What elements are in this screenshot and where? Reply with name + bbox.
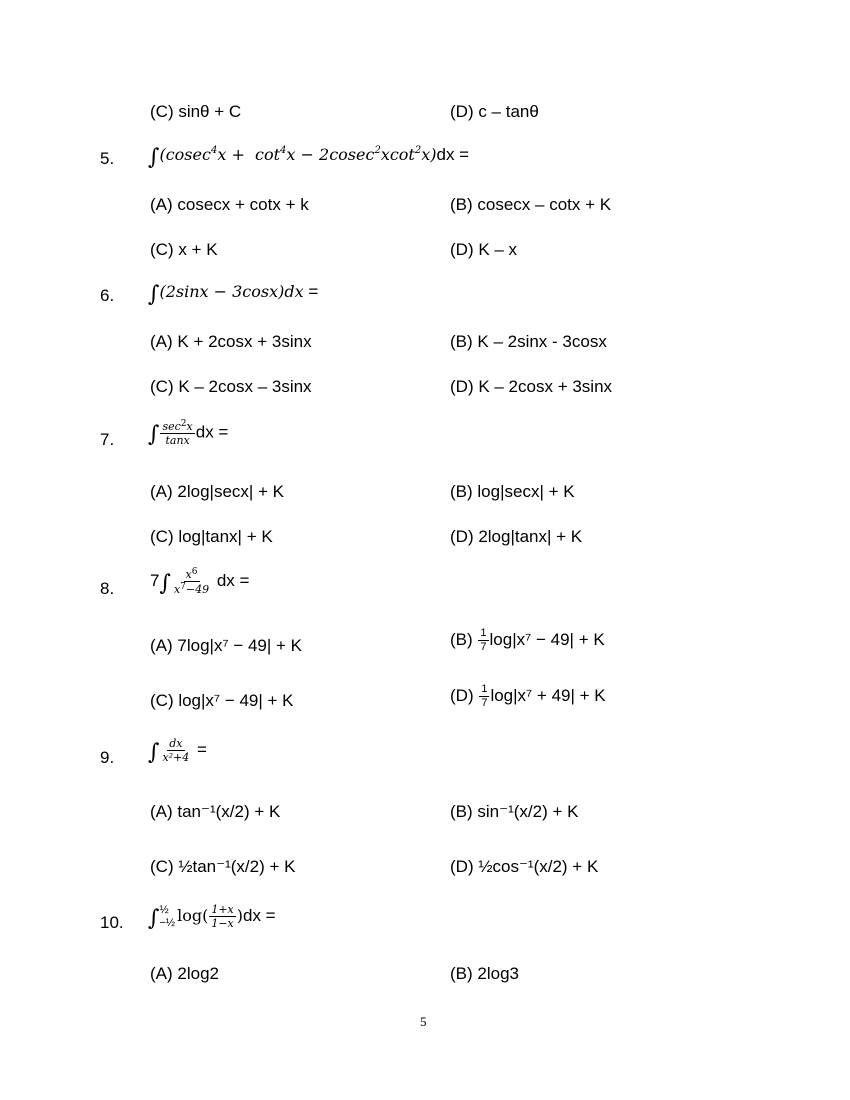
q6-integrand: (2sinx − 3cosx)dx xyxy=(159,282,304,301)
q5-option-b: (B) cosecx – cotx + K xyxy=(450,195,612,214)
q8-coefficient: 7 xyxy=(150,570,160,590)
q6-tail: = xyxy=(303,282,319,301)
q4-option-c: (C) sinθ + C xyxy=(150,102,242,121)
q7-expression xyxy=(148,420,228,446)
q9-option-b: (B) sin⁻¹(x/2) + K xyxy=(450,802,579,821)
integral-sign: ∫ xyxy=(148,905,160,931)
q6-expression xyxy=(148,283,318,306)
q9-tail: = xyxy=(192,739,207,759)
q7-fraction: $\frac{\sec^2x}{\tan x}$ xyxy=(162,419,193,447)
q5-expression: $\int(cosec^4x + \cot^4x - 2cosec^2xcot^2x)dx$ = xyxy=(148,145,470,170)
q6-option-a: (A) K + 2cosx + 3sinx xyxy=(150,332,312,351)
q8-option-b: (B) $\frac{1}{7}$ log|x⁷ − 49| + K xyxy=(450,627,605,653)
q10-option-a: (A) 2log2 xyxy=(150,964,219,983)
q8-option-c: (C) log|x⁷ − 49| + K xyxy=(150,691,294,710)
q9-option-a: (A) tan⁻¹(x/2) + K xyxy=(150,802,281,821)
q5-option-c: (C) x + K xyxy=(150,240,218,259)
q8-option-a: (A) 7log|x⁷ − 49| + K xyxy=(150,636,303,655)
q5-number: 5. xyxy=(100,149,115,168)
q5-option-a: (A) cosecx + cotx + k xyxy=(150,195,309,214)
integral-sign: ∫ xyxy=(148,739,160,765)
q8-option-d: (D) $\frac{1}{7}$ log|x⁷ + 49| + K xyxy=(450,683,606,709)
q10-limits: ½ −½ xyxy=(159,904,176,929)
page-number: 5 xyxy=(420,1014,427,1029)
q5-option-d: (D) K – x xyxy=(450,240,518,259)
q7-option-b: (B) log|secx| + K xyxy=(450,482,575,501)
q9-number: 9. xyxy=(100,748,115,767)
q6-number: 6. xyxy=(100,286,115,305)
q7-option-a: (A) 2log|secx| + K xyxy=(150,482,285,501)
q6-option-b: (B) K – 2sinx - 3cosx xyxy=(450,332,607,351)
q8-fraction: $\frac{x^6}{x^7-49}$ xyxy=(173,567,210,596)
q7-option-c: (C) log|tanx| + K xyxy=(150,527,273,546)
integral-sign: ∫ xyxy=(148,422,160,448)
q4-option-d: (D) c – tanθ xyxy=(450,102,539,121)
q6-option-c: (C) K – 2cosx – 3sinx xyxy=(150,377,312,396)
q8-number: 8. xyxy=(100,579,115,598)
q10-expression: ∫ ½ −½ log( $\frac{1+x}{1-x}$ )dx = xyxy=(148,903,276,931)
q5-tail: dx = xyxy=(436,145,470,164)
q7-number: 7. xyxy=(100,430,115,449)
q10-log: log xyxy=(177,905,203,925)
q10-option-b: (B) 2log3 xyxy=(450,964,519,983)
q8-expression xyxy=(150,568,249,595)
integral-sign: ∫ xyxy=(148,282,160,307)
q9-fraction: $\frac{dx}{\text{x²+4}}$ xyxy=(162,737,190,764)
integral-sign: ∫ xyxy=(159,570,171,596)
q9-option-d: (D) ½cos⁻¹(x/2) + K xyxy=(450,857,599,876)
q8-tail: dx = xyxy=(212,570,250,590)
integral-sign: ∫ xyxy=(148,145,160,170)
q10-number: 10. xyxy=(100,913,124,932)
q9-expression xyxy=(148,738,207,764)
q7-tail: dx = xyxy=(195,422,229,442)
q10-fraction: $\frac{1+x}{1-x}$ xyxy=(211,903,234,930)
q9-option-c: (C) ½tan⁻¹(x/2) + K xyxy=(150,857,296,876)
q10-tail: dx = xyxy=(243,905,276,925)
q6-option-d: (D) K – 2cosx + 3sinx xyxy=(450,377,613,396)
q7-option-d: (D) 2log|tanx| + K xyxy=(450,527,583,546)
